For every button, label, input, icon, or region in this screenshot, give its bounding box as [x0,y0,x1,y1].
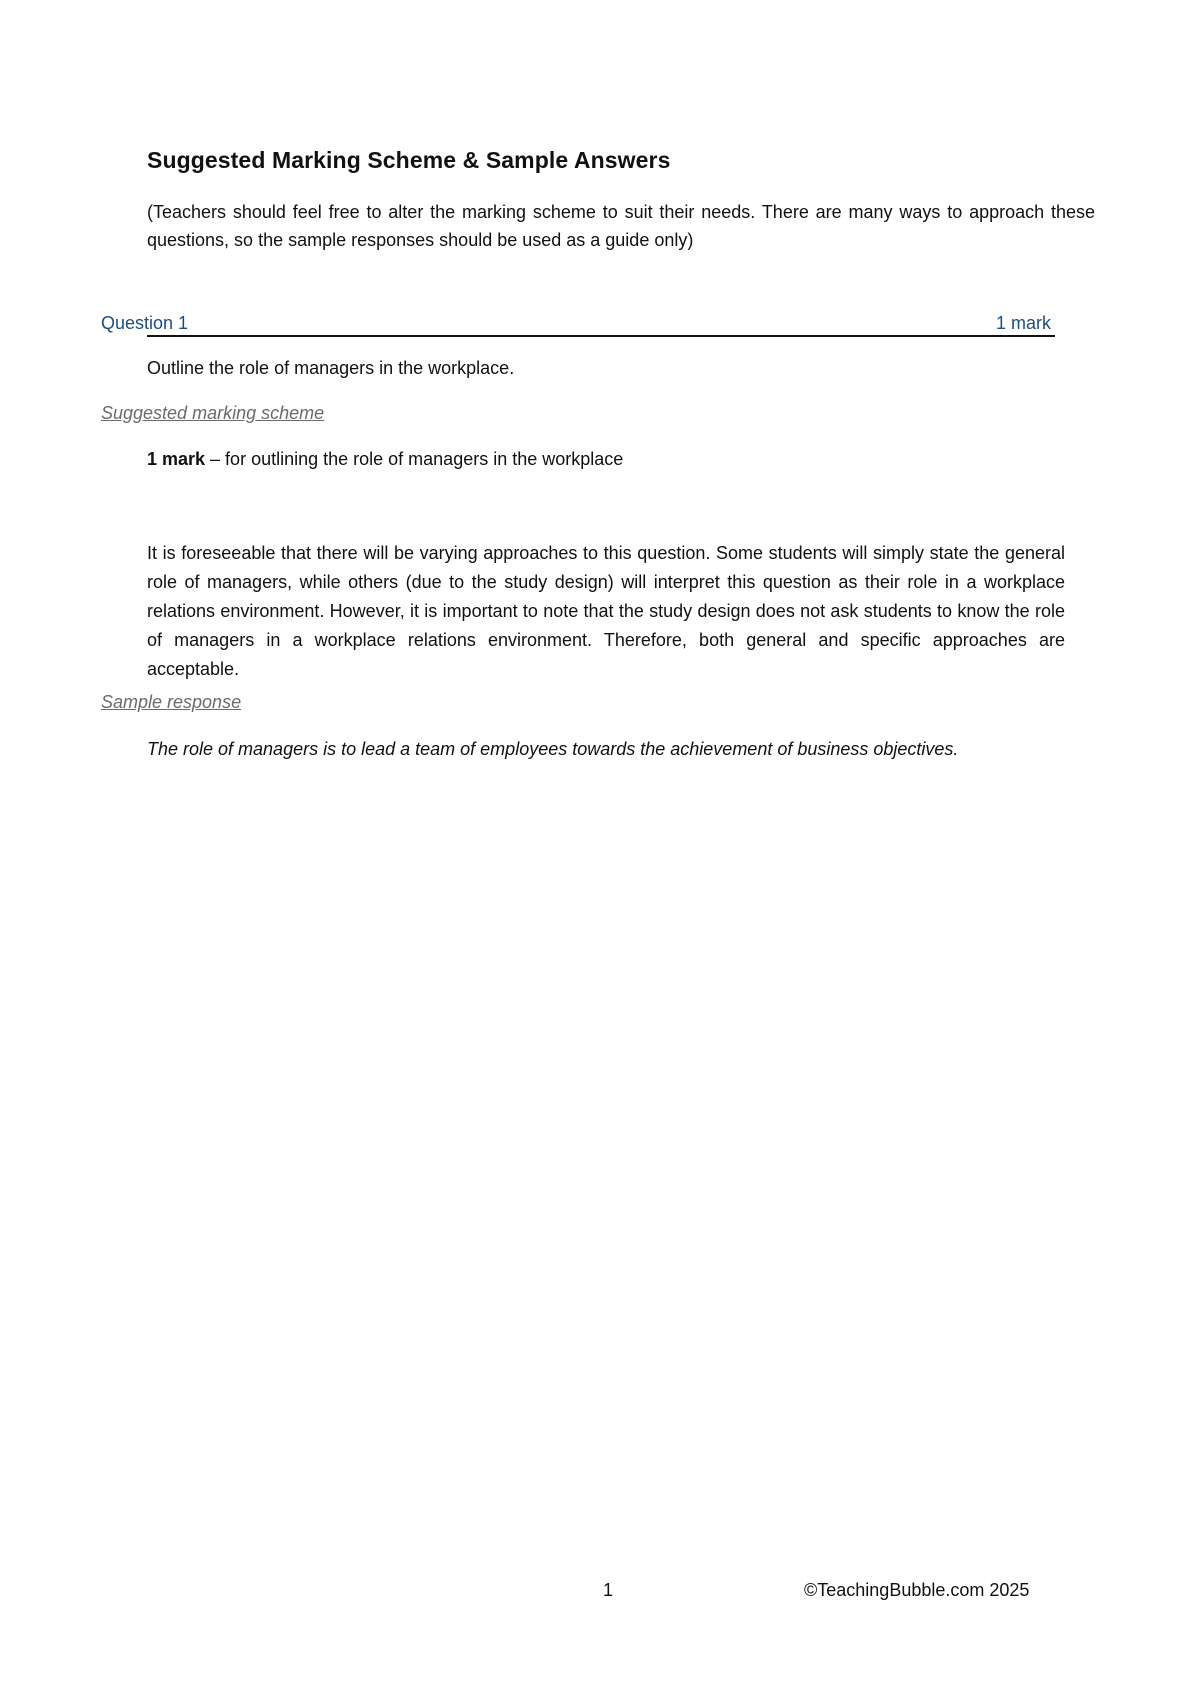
intro-paragraph: (Teachers should feel free to alter the marking scheme to suit their needs. There are many ways to approach these questions, so the sample responses should be used as a guide only) [147,202,1095,250]
question-marks: 1 mark [995,313,1051,333]
page-title: Suggested Marking Scheme & Sample Answers [147,147,671,173]
page-number: 1 [603,1580,614,1600]
question-header [101,313,1055,337]
marking-scheme-item [147,449,623,470]
sample-response-text: The role of managers is to lead a team of employees towards the achievement of business objectives. [147,739,959,759]
copyright-notice: ©TeachingBubble.com 2025 [804,1580,1030,1600]
mark-description: – for outlining the role of managers in the workplace [205,449,624,469]
question-label: Question 1 [101,313,189,333]
sample-response-heading: Sample response [101,692,242,712]
mark-label: 1 mark [147,449,206,469]
question-text: Outline the role of managers in the workplace. [147,358,515,378]
question-divider [147,335,1055,337]
marking-note: It is foreseeable that there will be varying approaches to this question. Some students will simply state the general role of managers, while others (due to the study design) will interpret this question as their role in a workplace relations environment. However, it is important to note that the study design does not ask students to know the role of managers in a workplace relations environment. Therefore, both general and specific approaches are acceptable. [147,543,1065,679]
marking-scheme-heading: Suggested marking scheme [101,403,325,423]
